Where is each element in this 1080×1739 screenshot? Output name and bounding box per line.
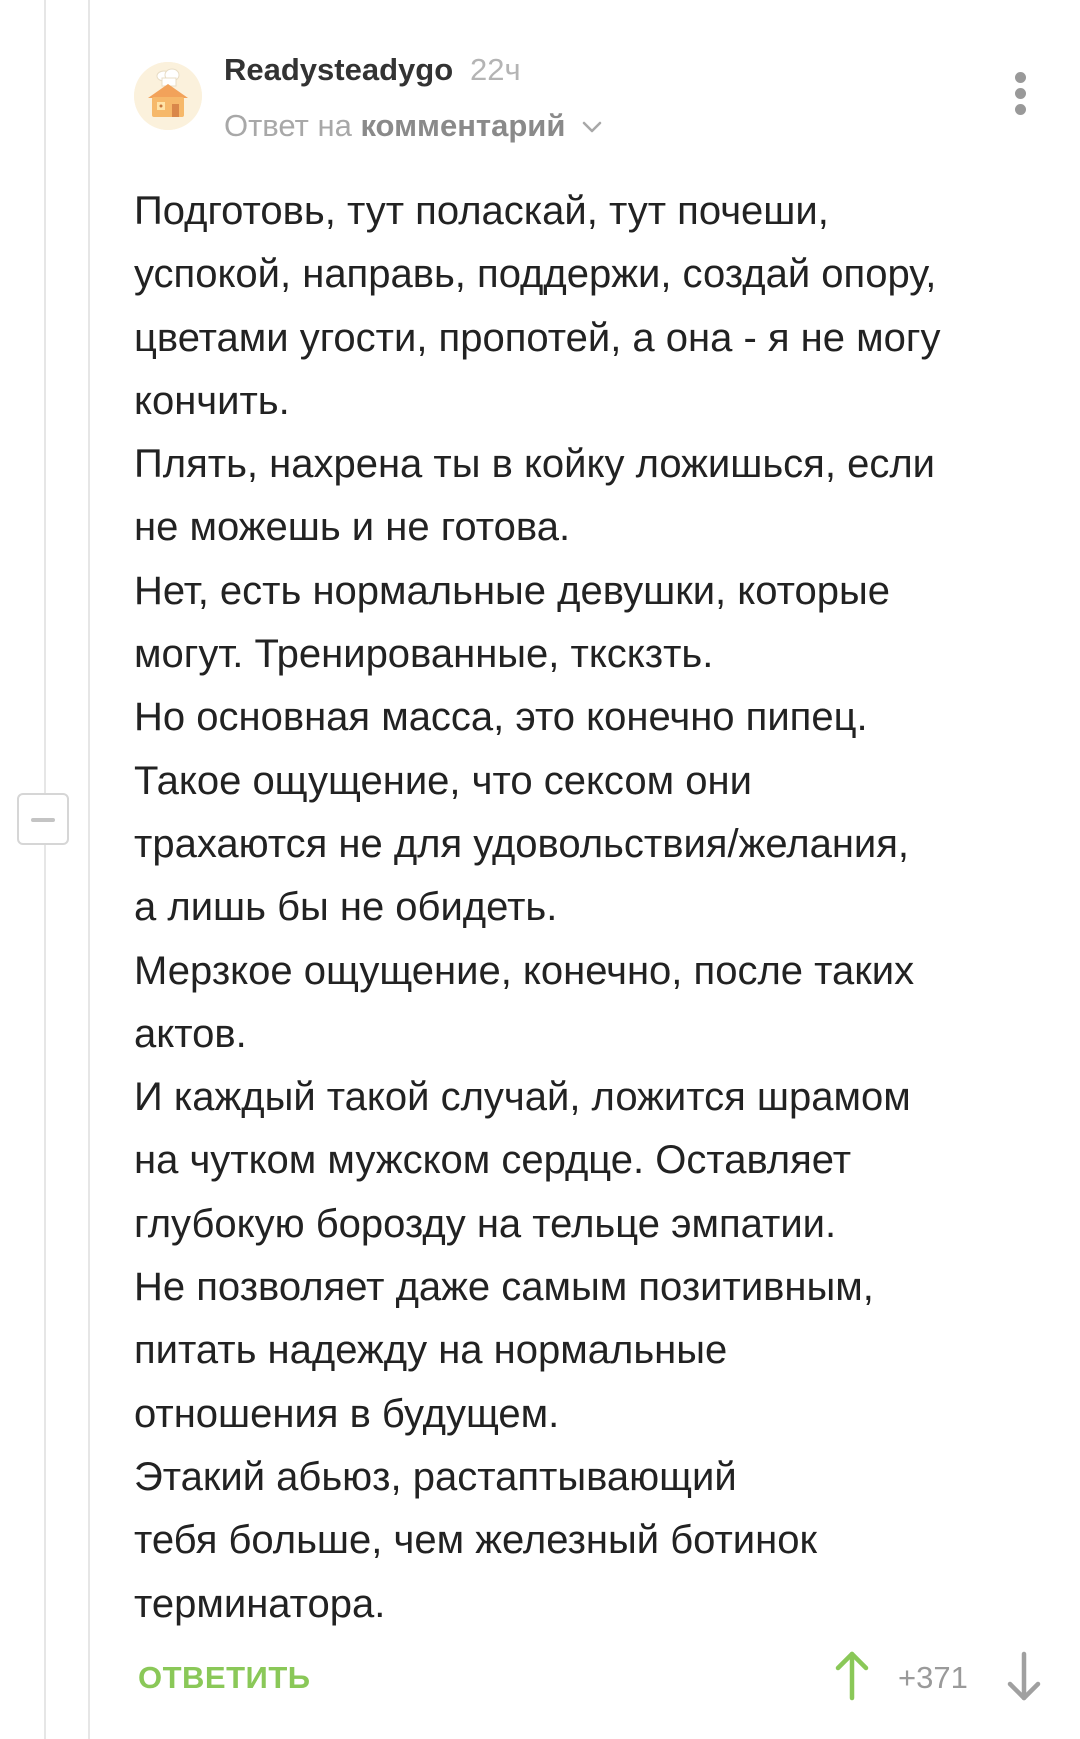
chevron-down-icon[interactable] — [582, 104, 602, 144]
arrow-down-icon — [1004, 1648, 1044, 1704]
comment-line: успокой, направь, поддержи, создай опору, — [134, 252, 937, 297]
comment-line: Но основная масса, это конечно пипец. — [134, 695, 868, 740]
comment-line: актов. — [134, 1011, 247, 1056]
comment-line: тебя больше, чем железный ботинок — [134, 1518, 817, 1563]
comment-line: не можешь и не готова. — [134, 505, 571, 550]
comment-line: кончить. — [134, 378, 290, 423]
comment-time: 22ч — [470, 52, 521, 87]
comment-line: терминатора. — [134, 1581, 386, 1626]
comment-body — [134, 180, 1054, 1636]
vertical-dots-icon — [1015, 88, 1026, 99]
comment-line: Плять, нахрена ты в койку ложишься, если — [134, 442, 935, 487]
avatar[interactable] — [134, 62, 202, 130]
comment-line: Нет, есть нормальные девушки, которые — [134, 568, 890, 613]
comment-line: а лишь бы не обидеть. — [134, 885, 558, 930]
rating-count: +371 — [898, 1660, 968, 1695]
comment-line: глубокую борозду на тельце эмпатии. — [134, 1201, 837, 1246]
downvote-button[interactable] — [1004, 1648, 1044, 1704]
comment-line: трахаются не для удовольствия/желания, — [134, 821, 910, 866]
vertical-dots-icon — [1015, 72, 1026, 83]
comment-line: Не позволяет даже самым позитивным, — [134, 1265, 874, 1310]
comment-line: могут. Тренированные, ткскзть. — [134, 632, 714, 677]
collapse-thread-button[interactable] — [17, 793, 69, 845]
thread-line-outer — [44, 0, 46, 1739]
comment-line: отношения в будущем. — [134, 1391, 560, 1436]
comment-line: Такое ощущение, что сексом они — [134, 758, 752, 803]
reply-to-prefix: Ответ на — [224, 108, 352, 143]
comment-line: на чутком мужском сердце. Оставляет — [134, 1138, 852, 1183]
comment-line: Подготовь, тут поласкай, тут почеши, — [134, 189, 829, 233]
comment-line: Этакий абьюз, растаптывающий — [134, 1454, 737, 1499]
vertical-dots-icon — [1015, 104, 1026, 115]
arrow-up-icon — [832, 1648, 872, 1704]
reply-button[interactable]: ОТВЕТИТЬ — [138, 1660, 311, 1695]
reply-to-info — [224, 106, 602, 146]
comment-line: цветами угости, пропотей, а она - я не могу — [134, 315, 941, 360]
comment-author[interactable]: Readysteadygo — [224, 52, 454, 87]
reply-to-comment-link[interactable]: комментарий — [360, 108, 566, 143]
comment-line: И каждый такой случай, ложится шрамом — [134, 1075, 911, 1120]
comment-line: питать надежду на нормальные — [134, 1328, 728, 1373]
thread-line-inner — [88, 0, 90, 1739]
comment-line: Мерзкое ощущение, конечно, после таких — [134, 948, 915, 993]
chef-house-avatar-icon — [134, 62, 202, 130]
upvote-button[interactable] — [832, 1648, 872, 1704]
comment-more-menu-button[interactable] — [1006, 72, 1036, 116]
